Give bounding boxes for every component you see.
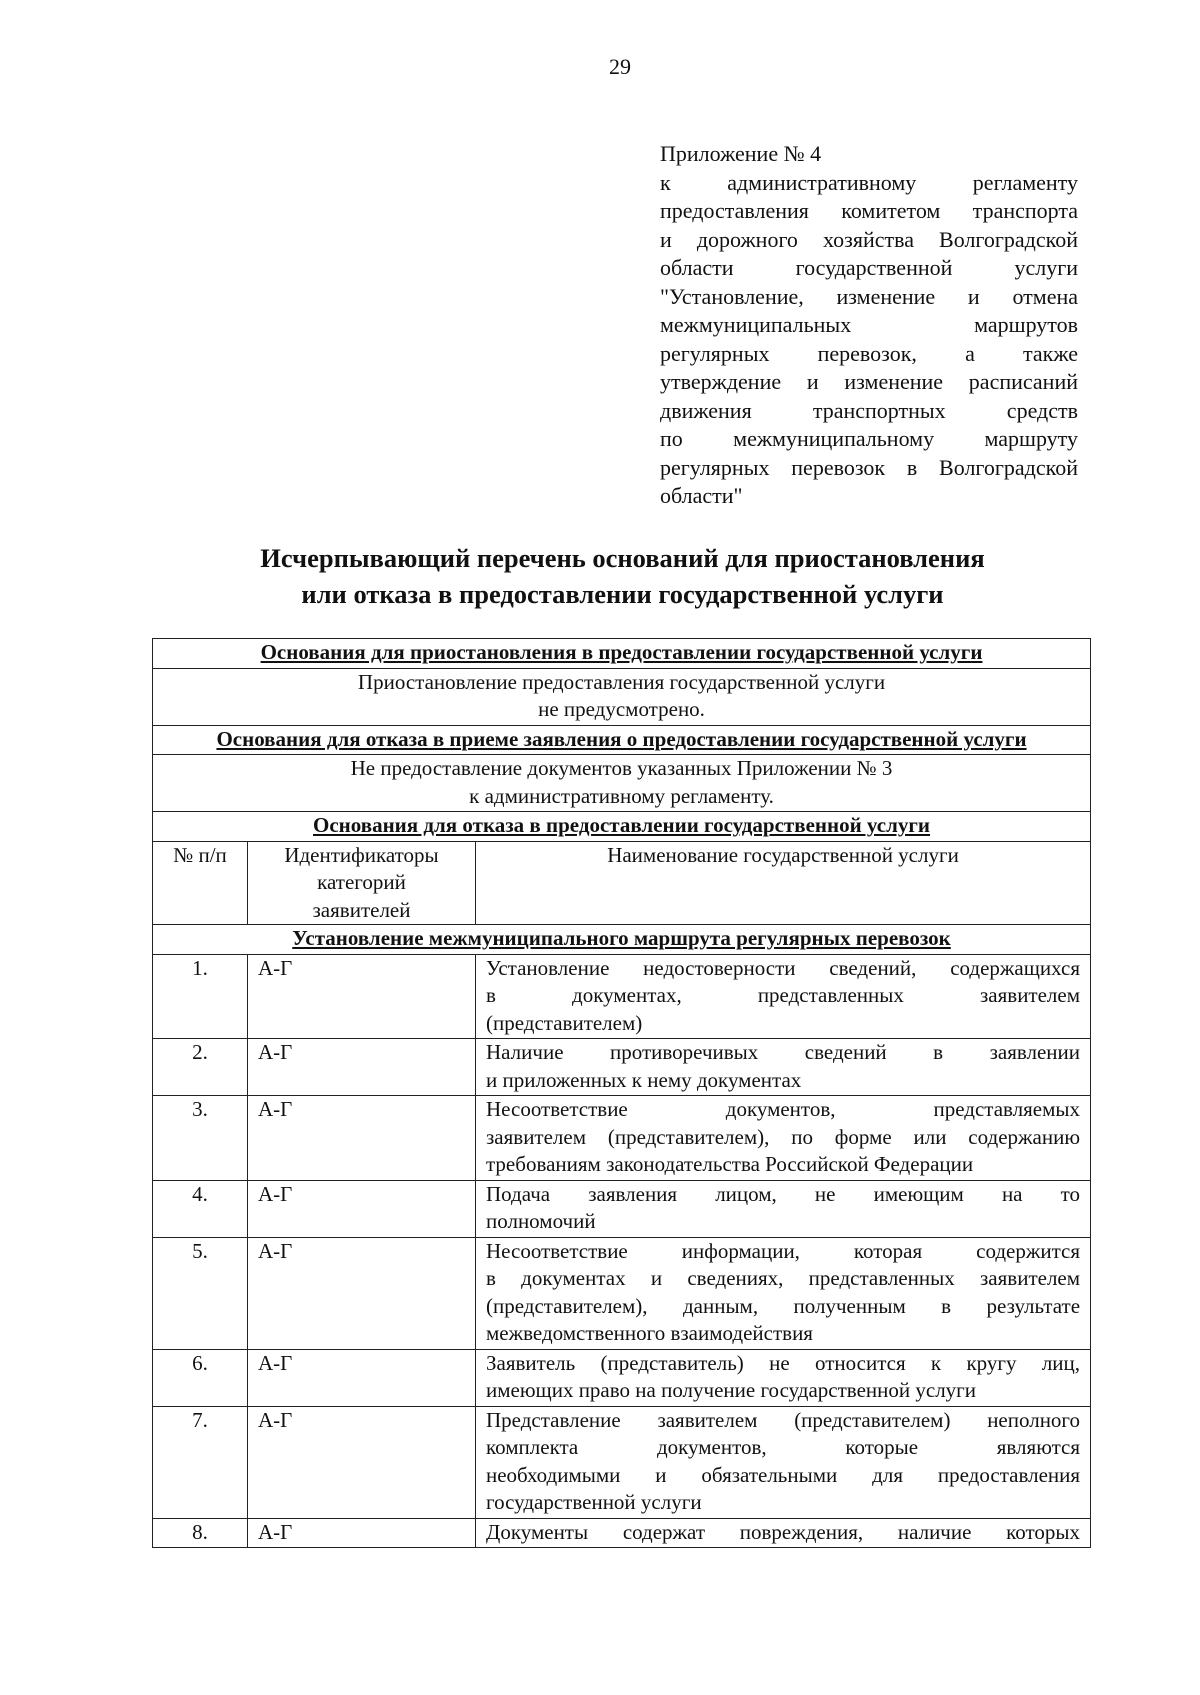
table-row xyxy=(153,1096,1091,1181)
section-row-refuse-accept xyxy=(153,725,1091,755)
description-line: Представление заявителем (представителем) неполного xyxy=(486,1407,1081,1432)
header-number: № п/п xyxy=(153,841,248,925)
row-number: 4. xyxy=(153,1180,248,1237)
row-description xyxy=(476,1406,1091,1518)
row-description xyxy=(476,1518,1091,1548)
appendix-line: движения транспортных средств xyxy=(660,397,1078,423)
description-line: Заявитель (представитель) не относится к кругу лиц, xyxy=(486,1350,1081,1375)
description-line: Наличие противоречивых сведений в заявлении xyxy=(486,1040,1081,1064)
section-row-refuse-provide xyxy=(153,812,1091,842)
title-line-1: Исчерпывающий перечень оснований для приостановления xyxy=(260,543,985,573)
suspend-text-row xyxy=(153,668,1091,725)
row-number: 8. xyxy=(153,1518,248,1548)
refuse-accept-text-line-1: Не предоставление документов указанных Приложении № 3 xyxy=(350,756,893,780)
subsection-row xyxy=(153,925,1091,955)
description-line: полномочий xyxy=(486,1209,596,1233)
row-identifiers: А-Г xyxy=(248,1518,476,1548)
suspend-text xyxy=(153,668,1091,725)
description-line: в документах и сведениях, представленных заявителем xyxy=(486,1266,1081,1290)
description-line: межведомственного взаимодействия xyxy=(486,1321,813,1345)
row-identifiers: А-Г xyxy=(248,1096,476,1181)
appendix-line: и дорожного хозяйства Волгоградской xyxy=(660,226,1078,252)
row-number: 2. xyxy=(153,1039,248,1096)
row-identifiers: А-Г xyxy=(248,1349,476,1406)
row-description xyxy=(476,1096,1091,1181)
appendix-line: межмуниципальных маршрутов xyxy=(660,312,1078,337)
refuse-accept-text-row xyxy=(153,755,1091,812)
description-line: (представителем) xyxy=(486,1010,643,1035)
description-line: Несоответствие информации, которая содержится xyxy=(486,1238,1081,1263)
table-row xyxy=(153,954,1091,1039)
table-row xyxy=(153,1180,1091,1237)
table-row xyxy=(153,1237,1091,1349)
title-line-2: или отказа в предоставлении государственной услуги xyxy=(301,579,944,609)
section-refuse-accept-heading: Основания для отказа в приеме заявления о предоставлении государственной услуги xyxy=(153,725,1091,755)
description-line: Установление недостоверности сведений, содержащихся xyxy=(486,955,1081,980)
suspend-text-line-1: Приостановление предоставления государственной услуги xyxy=(357,669,886,694)
appendix-line: к административному регламенту xyxy=(660,169,1078,195)
appendix-line: предоставления комитетом транспорта xyxy=(660,198,1078,223)
row-identifiers: А-Г xyxy=(248,1237,476,1349)
description-line: требованиям законодательства Российской Федерации xyxy=(486,1152,974,1176)
table-row xyxy=(153,1039,1091,1096)
grounds-table xyxy=(152,638,1091,1548)
header-service-name: Наименование государственной услуги xyxy=(476,841,1091,925)
section-suspend-heading: Основания для приостановления в предоставлении государственной услуги xyxy=(153,639,1091,669)
appendix-line: Приложение № 4 xyxy=(660,141,822,166)
appendix-line: утверждение и изменение расписаний xyxy=(660,369,1078,394)
refuse-accept-text xyxy=(153,755,1091,812)
row-identifiers: А-Г xyxy=(248,954,476,1039)
row-number: 6. xyxy=(153,1349,248,1406)
appendix-block xyxy=(660,140,1078,511)
row-identifiers: А-Г xyxy=(248,1039,476,1096)
appendix-line: области государственной услуги xyxy=(660,255,1078,280)
row-description xyxy=(476,1180,1091,1237)
table-row xyxy=(153,1349,1091,1406)
description-line: (представителем), данным, полученным в результате xyxy=(486,1293,1081,1318)
grounds-rows xyxy=(153,954,1091,1548)
suspend-text-line-2: не предусмотрено. xyxy=(538,697,705,721)
description-line: и приложенных к нему документах xyxy=(486,1067,802,1092)
description-line: необходимыми и обязательными для предоставления xyxy=(486,1462,1081,1487)
appendix-line: по межмуниципальному маршруту xyxy=(660,426,1078,451)
page-number: 29 xyxy=(609,54,631,79)
section-row-suspend xyxy=(153,639,1091,669)
row-number: 1. xyxy=(153,954,248,1039)
description-line: государственной услуги xyxy=(486,1490,702,1514)
row-description xyxy=(476,954,1091,1039)
row-number: 3. xyxy=(153,1096,248,1181)
description-line: в документах, представленных заявителем xyxy=(486,983,1081,1007)
row-identifiers: А-Г xyxy=(248,1180,476,1237)
appendix-line: "Установление, изменение и отмена xyxy=(660,283,1078,309)
document-title xyxy=(0,540,1200,612)
table-row xyxy=(153,1406,1091,1518)
refuse-accept-text-line-2: к административному регламенту. xyxy=(469,783,774,808)
row-number: 7. xyxy=(153,1406,248,1518)
appendix-line: регулярных перевозок, а также xyxy=(660,340,1078,366)
description-line: заявителем (представителем), по форме или содержанию xyxy=(486,1124,1081,1149)
description-line: Несоответствие документов, представляемых xyxy=(486,1097,1081,1121)
description-line: комплекта документов, которые являются xyxy=(486,1435,1081,1459)
appendix-line: регулярных перевозок в Волгоградской xyxy=(660,454,1078,480)
row-identifiers: А-Г xyxy=(248,1406,476,1518)
description-line: Документы содержат повреждения, наличие которых xyxy=(486,1519,1081,1544)
appendix-line: области" xyxy=(660,483,743,508)
row-description xyxy=(476,1237,1091,1349)
description-line: Подача заявления лицом, не имеющим на то xyxy=(486,1181,1081,1206)
table-row xyxy=(153,1518,1091,1548)
description-line: имеющих право на получение государственной услуги xyxy=(486,1378,977,1402)
subsection-heading: Установление межмуниципального маршрута регулярных перевозок xyxy=(153,925,1091,955)
header-identifiers: Идентификаторы категорий заявителей xyxy=(248,841,476,925)
section-refuse-provide-heading: Основания для отказа в предоставлении государственной услуги xyxy=(153,812,1091,842)
column-header-row xyxy=(153,841,1091,925)
row-description xyxy=(476,1039,1091,1096)
row-number: 5. xyxy=(153,1237,248,1349)
row-description xyxy=(476,1349,1091,1406)
